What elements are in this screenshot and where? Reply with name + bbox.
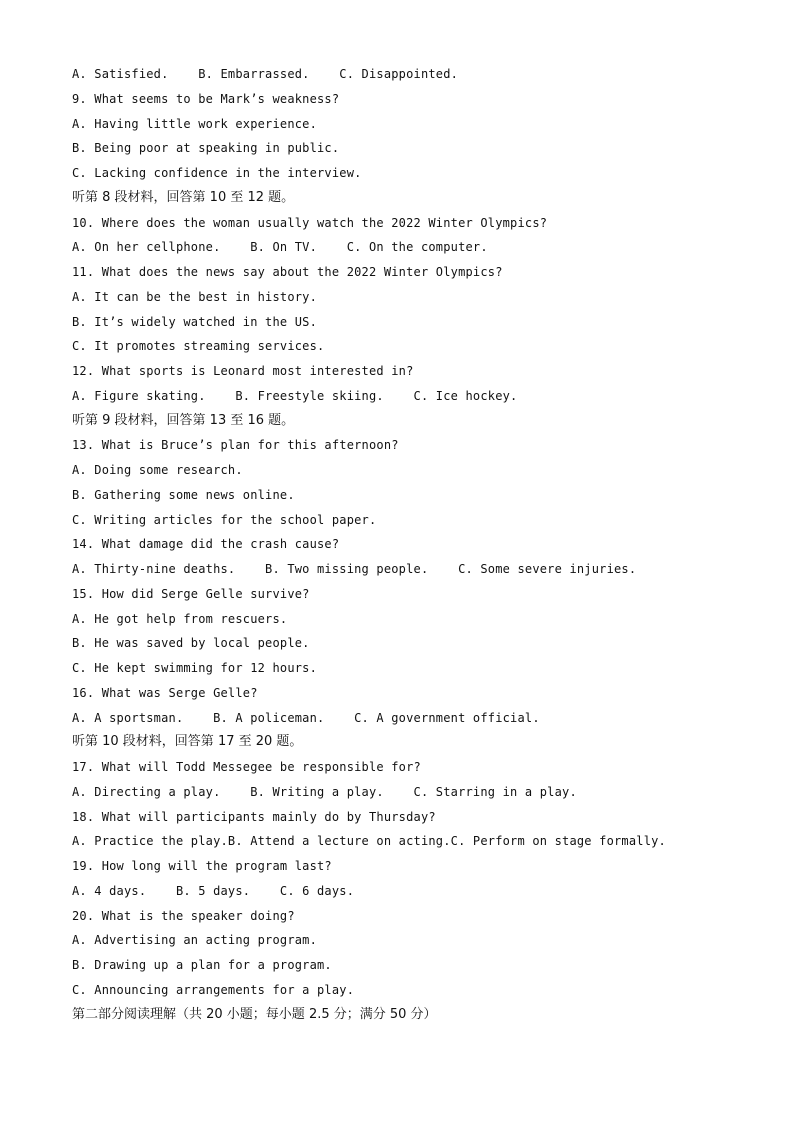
answer-options: A. 4 days. B. 5 days. C. 6 days. — [72, 883, 355, 898]
answer-options: A. Having little work experience. — [72, 116, 318, 131]
answer-options: B. Being poor at speaking in public. — [72, 141, 340, 156]
answer-options: C. It promotes streaming services. — [72, 339, 325, 354]
section-heading: 第二部分阅读理解（共 20 小题；每小题 2.5 分；满分 50 分） — [72, 1006, 437, 1022]
question-text: 15. How did Serge Gelle survive? — [72, 586, 310, 601]
answer-options: B. It’s widely watched in the US. — [72, 314, 318, 329]
question-text: 10. Where does the woman usually watch the 2022 Winter Olympics? — [72, 215, 548, 230]
answer-options: C. He kept swimming for 12 hours. — [72, 661, 318, 675]
listening-instruction: 听第 9 段材料，回答第 13 至 16 题。 — [72, 412, 295, 428]
answer-options: B. Gathering some news online. — [72, 487, 295, 502]
question-text: 16. What was Serge Gelle? — [72, 685, 258, 700]
question-text: 11. What does the news say about the 2022 Winter Olympics? — [72, 265, 503, 279]
answer-options: A. It can be the best in history. — [72, 289, 318, 304]
answer-options: B. Drawing up a plan for a program. — [72, 958, 332, 972]
answer-options: C. Announcing arrangements for a play. — [72, 982, 355, 997]
answer-options: A. On her cellphone. B. On TV. C. On the computer. — [72, 240, 488, 255]
answer-options: C. Lacking confidence in the interview. — [72, 166, 362, 180]
answer-options: A. He got help from rescuers. — [72, 611, 288, 626]
question-text: 20. What is the speaker doing? — [72, 908, 295, 923]
answer-options: B. He was saved by local people. — [72, 636, 310, 651]
exam-page — [72, 62, 752, 1027]
answer-options: A. Directing a play. B. Writing a play. C. Starring in a play. — [72, 784, 577, 799]
listening-instruction: 听第 10 段材料，回答第 17 至 20 题。 — [72, 734, 303, 750]
answer-options: A. Advertising an acting program. — [72, 933, 318, 948]
answer-options: A. Doing some research. — [72, 463, 243, 477]
question-text: 19. How long will the program last? — [72, 859, 332, 873]
answer-options: A. Thirty-nine deaths. B. Two missing people. C. Some severe injuries. — [72, 562, 637, 576]
answer-options: A. Practice the play.B. Attend a lecture on acting.C. Perform on stage formally. — [72, 834, 666, 849]
answer-options: A. Satisfied. B. Embarrassed. C. Disappointed. — [72, 67, 459, 81]
answer-options: A. A sportsman. B. A policeman. C. A government official. — [72, 710, 540, 725]
answer-options: A. Figure skating. B. Freestyle skiing. C. Ice hockey. — [72, 388, 518, 403]
question-text: 9. What seems to be Mark’s weakness? — [72, 91, 340, 106]
listening-instruction: 听第 8 段材料，回答第 10 至 12 题。 — [72, 189, 295, 205]
question-text: 13. What is Bruce’s plan for this afternoon? — [72, 438, 399, 453]
question-text: 17. What will Todd Messegee be responsible for? — [72, 760, 421, 774]
question-text: 14. What damage did the crash cause? — [72, 537, 340, 552]
question-text: 12. What sports is Leonard most interested in? — [72, 364, 414, 378]
answer-options: C. Writing articles for the school paper. — [72, 512, 377, 527]
question-text: 18. What will participants mainly do by Thursday? — [72, 809, 436, 824]
